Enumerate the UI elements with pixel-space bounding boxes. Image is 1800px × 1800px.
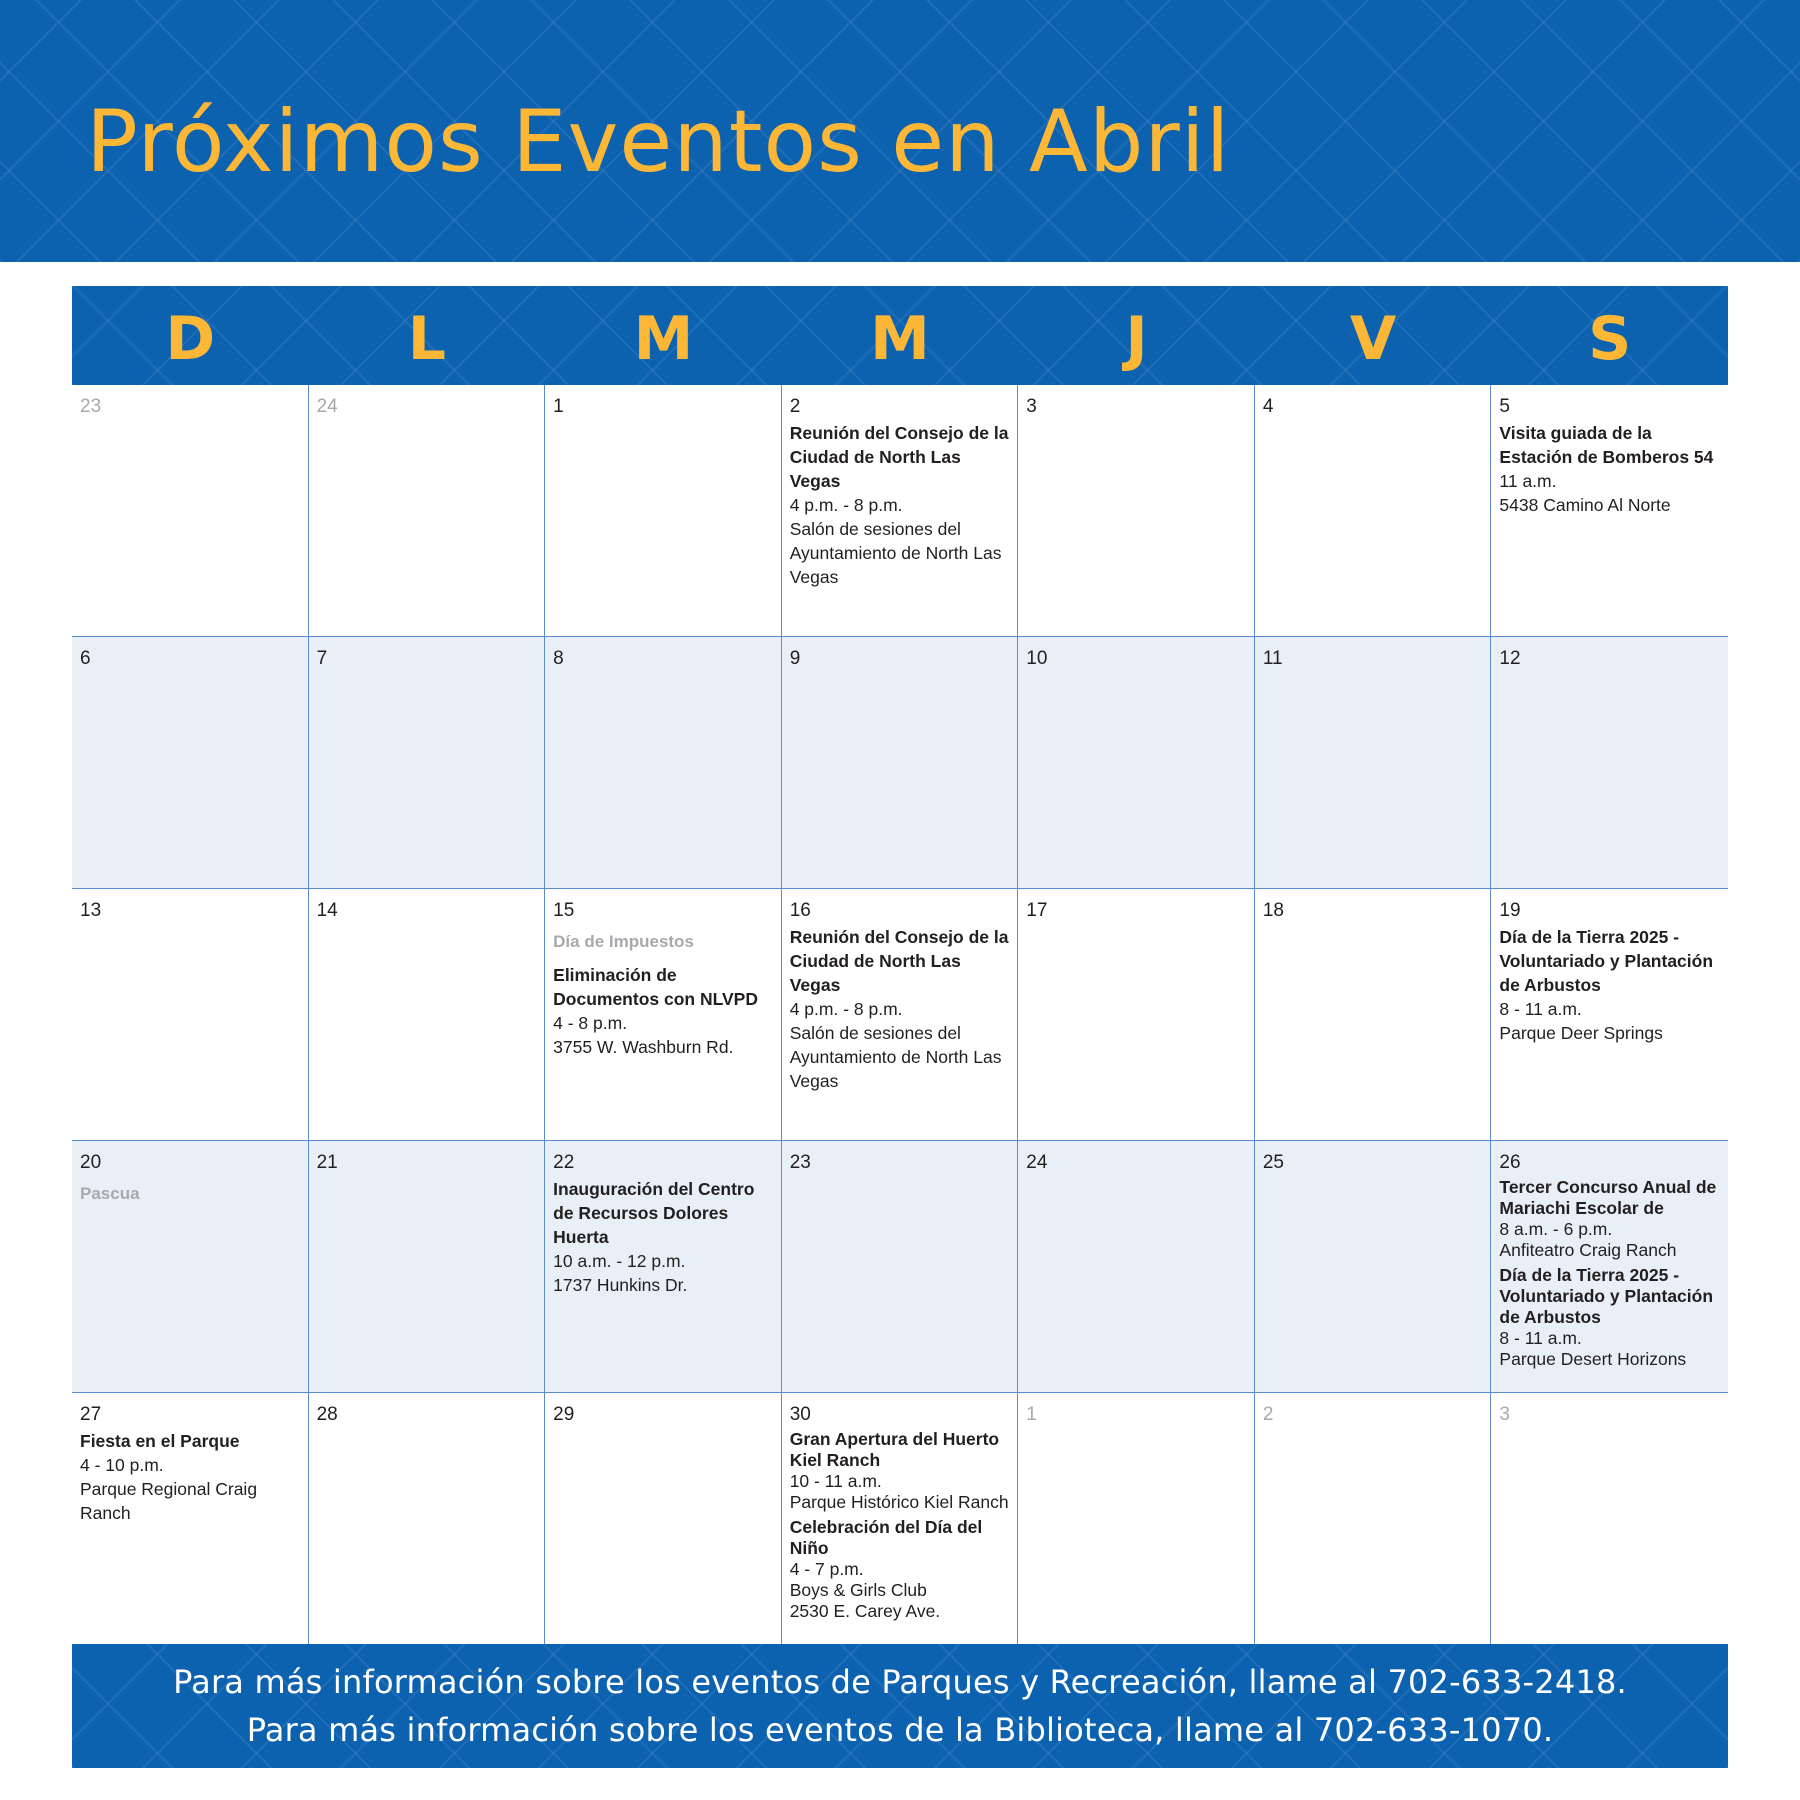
day-cell xyxy=(1018,889,1255,1141)
event-time: 8 - 11 a.m. xyxy=(1499,1328,1582,1348)
day-number: 5 xyxy=(1499,396,1510,417)
event xyxy=(1499,925,1720,1045)
day-cell xyxy=(309,1141,546,1393)
day-number: 24 xyxy=(1026,1152,1048,1173)
event-location: 5438 Camino Al Norte xyxy=(1499,495,1671,515)
day-number: 11 xyxy=(1262,648,1283,669)
event xyxy=(553,963,773,1059)
day-number: 23 xyxy=(789,1152,811,1173)
event-location: Parque Desert Horizons xyxy=(1499,1349,1687,1369)
page-title: Próximos Eventos en Abril xyxy=(86,92,1231,192)
weekday-thursday: J xyxy=(1125,303,1148,374)
event-location: 3755 W. Washburn Rd. xyxy=(553,1037,734,1057)
day-number: 18 xyxy=(1262,900,1284,921)
day-cell xyxy=(1255,889,1492,1141)
weekday-saturday: S xyxy=(1588,303,1632,374)
day-number: 3 xyxy=(1499,1404,1510,1425)
calendar xyxy=(72,286,1728,1645)
event-time: 4 - 7 p.m. xyxy=(789,1559,864,1579)
event xyxy=(790,1429,1010,1513)
event xyxy=(790,421,1010,589)
event-location: 1737 Hunkins Dr. xyxy=(553,1275,688,1295)
event-title: Eliminación de Documentos con NLVPD xyxy=(553,965,758,1009)
event xyxy=(790,1517,1010,1622)
info-footer xyxy=(72,1644,1728,1768)
event-location: Anfiteatro Craig Ranch xyxy=(1499,1240,1677,1260)
day-number: 12 xyxy=(1499,648,1521,669)
event-location: 2530 E. Carey Ave. xyxy=(789,1601,941,1621)
day-number: 22 xyxy=(553,1152,575,1173)
event-title: Fiesta en el Parque xyxy=(80,1431,240,1451)
day-number: 15 xyxy=(553,900,575,921)
event xyxy=(80,1429,300,1525)
weekday-tuesday: M xyxy=(633,303,694,374)
day-number: 2 xyxy=(1262,1404,1274,1425)
day-cell xyxy=(1491,889,1728,1141)
day-number: 28 xyxy=(316,1404,338,1425)
day-cell xyxy=(1491,1393,1728,1645)
day-cell xyxy=(545,637,782,889)
day-cell xyxy=(1255,385,1492,637)
weekday-sunday: D xyxy=(165,303,216,374)
day-cell xyxy=(1491,385,1728,637)
day-cell xyxy=(72,889,309,1141)
day-number: 16 xyxy=(789,900,811,921)
day-cell xyxy=(782,637,1019,889)
day-number: 13 xyxy=(80,900,102,921)
day-number: 9 xyxy=(789,648,801,669)
day-cell xyxy=(545,889,782,1141)
day-number: 8 xyxy=(553,648,564,669)
event-time: 4 - 8 p.m. xyxy=(553,1013,628,1033)
day-number: 29 xyxy=(553,1404,575,1425)
day-cell xyxy=(309,889,546,1141)
day-number: 7 xyxy=(316,648,328,669)
event-title: Día de la Tierra 2025 - Voluntariado y Plantación de Arbustos xyxy=(1499,927,1714,995)
event-location: Parque Histórico Kiel Ranch xyxy=(789,1492,1009,1512)
event xyxy=(553,1177,773,1297)
weekday-header xyxy=(72,286,1728,385)
event-title: Día de la Tierra 2025 - Voluntariado y Plantación de Arbustos xyxy=(1499,1265,1714,1327)
event-time: 4 p.m. - 8 p.m. xyxy=(789,495,903,515)
day-cell xyxy=(1255,637,1492,889)
day-cell xyxy=(1491,637,1728,889)
event-time: 11 a.m. xyxy=(1499,471,1557,491)
event-location: Boys & Girls Club xyxy=(789,1580,927,1600)
holiday-note: Día de Impuestos xyxy=(553,932,694,951)
day-number: 21 xyxy=(316,1152,338,1173)
day-cell xyxy=(782,889,1019,1141)
day-cell xyxy=(72,1393,309,1645)
day-cell xyxy=(72,385,309,637)
day-cell xyxy=(1018,1141,1255,1393)
day-cell xyxy=(1491,1141,1728,1393)
day-cell xyxy=(1018,1393,1255,1645)
event xyxy=(1499,1265,1720,1370)
day-cell xyxy=(545,385,782,637)
day-cell xyxy=(72,1141,309,1393)
day-number: 25 xyxy=(1262,1152,1284,1173)
day-number: 30 xyxy=(789,1404,811,1425)
day-number: 17 xyxy=(1026,900,1048,921)
weekday-friday: V xyxy=(1349,303,1397,374)
day-cell xyxy=(545,1393,782,1645)
day-cell xyxy=(782,1141,1019,1393)
event xyxy=(790,925,1010,1093)
day-number: 1 xyxy=(1026,1404,1037,1425)
event-location: Parque Deer Springs xyxy=(1499,1023,1663,1043)
day-cell xyxy=(309,1393,546,1645)
day-cell xyxy=(1018,637,1255,889)
day-cell xyxy=(1255,1141,1492,1393)
day-number: 6 xyxy=(80,648,91,669)
event-title: Celebración del Día del Niño xyxy=(789,1517,983,1558)
day-cell xyxy=(1255,1393,1492,1645)
day-number: 26 xyxy=(1499,1152,1521,1173)
event-time: 8 a.m. - 6 p.m. xyxy=(1499,1219,1613,1239)
event-time: 10 a.m. - 12 p.m. xyxy=(553,1251,686,1271)
event-title: Tercer Concurso Anual de Mariachi Escolar de xyxy=(1499,1177,1717,1218)
day-number: 23 xyxy=(80,396,102,417)
holiday-note: Pascua xyxy=(80,1184,140,1203)
day-cell xyxy=(545,1141,782,1393)
event-title: Inauguración del Centro de Recursos Dolores Huerta xyxy=(553,1179,755,1247)
day-number: 14 xyxy=(316,900,338,921)
event-title: Reunión del Consejo de la Ciudad de North Las Vegas xyxy=(789,423,1009,491)
event-time: 4 p.m. - 8 p.m. xyxy=(789,999,903,1019)
day-number: 10 xyxy=(1026,648,1048,669)
event-location: Salón de sesiones del Ayuntamiento de North Las Vegas xyxy=(789,1023,1002,1091)
day-cell xyxy=(1018,385,1255,637)
event-location: Parque Regional Craig Ranch xyxy=(80,1479,258,1523)
day-cell xyxy=(72,637,309,889)
calendar-grid xyxy=(72,385,1728,1645)
footer-parks-info: Para más información sobre los eventos de Parques y Recreación, llame al 702-633-2418. xyxy=(173,1663,1627,1701)
day-number: 20 xyxy=(80,1152,102,1173)
day-number: 27 xyxy=(80,1404,102,1425)
day-number: 24 xyxy=(316,396,338,417)
day-cell xyxy=(309,385,546,637)
event-title: Visita guiada de la Estación de Bomberos 54 xyxy=(1499,423,1714,467)
day-cell xyxy=(782,385,1019,637)
event xyxy=(1499,1177,1720,1261)
footer-library-info: Para más información sobre los eventos de la Biblioteca, llame al 702-633-1070. xyxy=(246,1711,1554,1749)
event xyxy=(1499,421,1720,517)
event-time: 10 - 11 a.m. xyxy=(789,1471,882,1491)
day-number: 19 xyxy=(1499,900,1521,921)
weekday-wednesday: M xyxy=(870,303,930,374)
day-number: 1 xyxy=(553,396,564,417)
event-location: Salón de sesiones del Ayuntamiento de North Las Vegas xyxy=(789,519,1002,587)
day-cell xyxy=(782,1393,1019,1645)
title-banner xyxy=(0,0,1800,262)
event-time: 4 - 10 p.m. xyxy=(80,1455,164,1475)
event-title: Gran Apertura del Huerto Kiel Ranch xyxy=(789,1429,1000,1470)
event-time: 8 - 11 a.m. xyxy=(1499,999,1582,1019)
day-number: 3 xyxy=(1026,396,1037,417)
weekday-monday: L xyxy=(407,303,446,374)
event-title: Reunión del Consejo de la Ciudad de North Las Vegas xyxy=(789,927,1009,995)
day-number: 4 xyxy=(1262,396,1274,417)
day-cell xyxy=(309,637,546,889)
day-number: 2 xyxy=(789,396,801,417)
